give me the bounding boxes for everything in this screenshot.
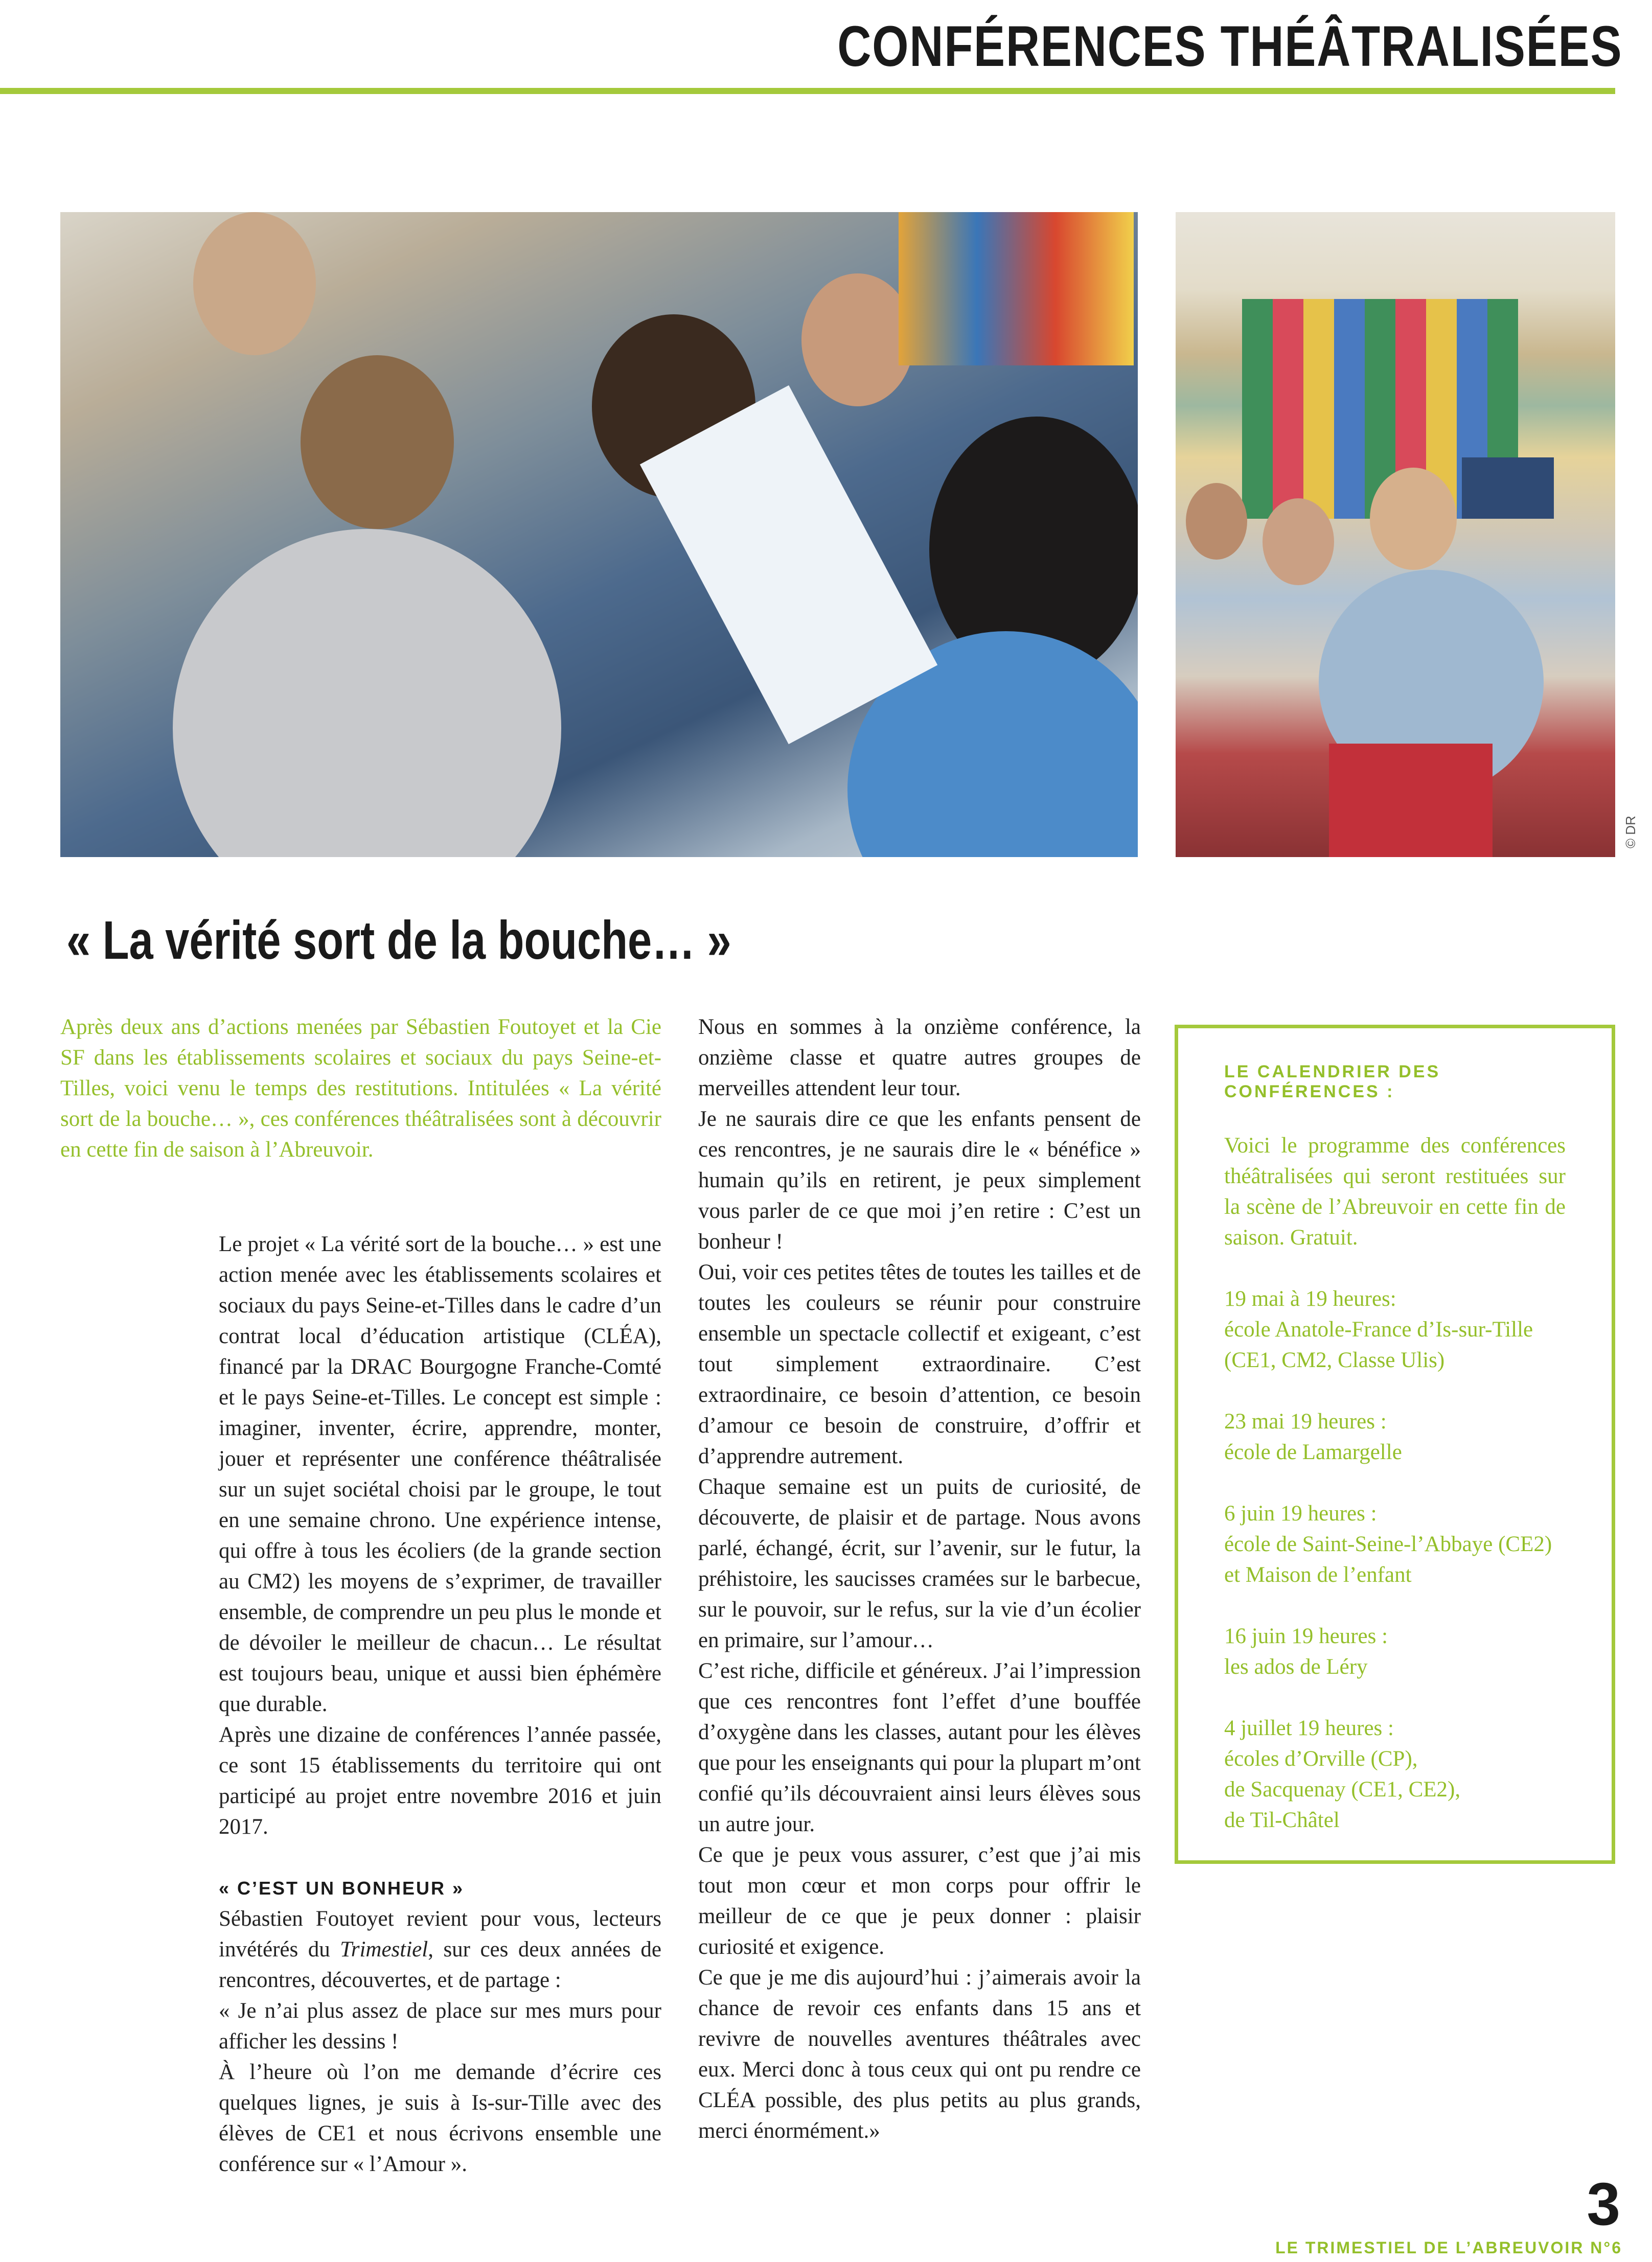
article-lead: Après deux ans d’actions menées par Sébastien Foutoyet et la Cie SF dans les établissements scolaires et sociaux du pays Seine-et-Tilles, voici venu le temps des restitutions. Intitulées « La vérité sort de la bouche… », ces conférences théâtralisées sont à découvrir en cette fin de saison à l’Abreuvoir. (60, 1015, 661, 1162)
calendar-box (1175, 1025, 1615, 1864)
section-title: CONFÉRENCES THÉÂTRALISÉES (837, 14, 1622, 78)
event-date: 4 juillet 19 heures : (1224, 1716, 1394, 1740)
paragraph: C’est riche, difficile et généreux. J’ai l’impression que ces rencontres font l’effet d’une bouffée d’oxygène dans les classes, autant pour les élèves que pour les enseignants qui pour la plupart m’ont confié qu’ils découvraient ainsi leurs élèves sous un autre jour. (698, 1659, 1141, 1836)
magazine-name: Trimestiel (340, 1937, 428, 1961)
article-column-left (219, 1229, 661, 2180)
child-head (193, 212, 316, 355)
child-head (1186, 483, 1247, 560)
paragraph: À l’heure où l’on me demande d’écrire ces quelques lignes, je suis à Is-sur-Tille avec des élèves de CE1 et nous écrivons ensemble une conférence sur « l’Amour ». (219, 2060, 661, 2176)
calendar-event (1224, 1406, 1566, 1468)
calendar-event (1224, 1621, 1566, 1682)
paragraph: « Je n’ai plus assez de place sur mes murs pour afficher les dessins ! (219, 1999, 661, 2053)
event-line: de Til-Châtel (1224, 1808, 1340, 1832)
event-line: les ados de Léry (1224, 1655, 1368, 1679)
red-trousers (1329, 744, 1493, 857)
calendar-intro: Voici le programme des conférences théâtralisées qui seront restituées sur la scène de l’Abreuvoir en cette fin de saison. Gratuit. (1224, 1134, 1566, 1250)
article-subhead: « C’EST UN BONHEUR » (219, 1878, 465, 1899)
child-head (1263, 498, 1334, 585)
paragraph: Après une dizaine de conférences l’année passée, ce sont 15 établissements du territoire qui ont participé au projet entre novembre 2016 et juin 2017. (219, 1723, 661, 1839)
event-date: 16 juin 19 heures : (1224, 1624, 1388, 1648)
text-run: Sébastien Foutoyet revient pour vous, lecteurs invétérés du (219, 1907, 661, 1961)
wall-poster (1462, 457, 1554, 519)
photo-classroom (1176, 212, 1615, 857)
photo-children-reading (60, 212, 1138, 857)
child-head (801, 273, 914, 406)
paragraph: Je ne saurais dire ce que les enfants pensent de ces rencontres, je ne saurais dire le « bénéfice » humain qu’ils en retirent, je peux simplement vous parler de ce que moi j’en retire : C’est un bonheur ! (698, 1107, 1141, 1254)
event-line: écoles d’Orville (CP), (1224, 1747, 1418, 1771)
header-rule (0, 88, 1615, 94)
event-date: 23 mai 19 heures : (1224, 1410, 1387, 1434)
paragraph: Ce que je me dis aujourd’hui : j’aimerais avoir la chance de revoir ces enfants dans 15 ans et revivre de nouvelles aventures théâtrales avec eux. Merci donc à tous ceux qui ont pu rendre ce CLÉA possible, des plus petits au plus grands, merci énormément.» (698, 1966, 1141, 2143)
child-head (301, 355, 454, 529)
paragraph: Le projet « La vérité sort de la bouche… » est une action menée avec les établissements scolaires et sociaux du pays Seine-et-Tilles dans le cadre d’un contrat local d’éducation artistique (CLÉA), financé par la DRAC Bourgogne Franche-Comté et le pays Seine-et-Tilles. Le concept est simple : imaginer, inventer, écrire, apprendre, monter, jouer et représenter une conférence théâtralisée sur un sujet sociétal choisi par le groupe, le tout en une semaine chrono. Une expérience intense, qui offre à tous les écoliers (de la grande section au CM2) les moyens de s’exprimer, de travailler ensemble, de comprendre un peu plus le monde et de dévoiler le meilleur de chacun… Le résultat est toujours beau, unique et aussi bien éphémère que durable. (219, 1232, 661, 1716)
event-line: école de Saint-Seine-l’Abbaye (CE2) (1224, 1532, 1552, 1556)
calendar-event (1224, 1498, 1566, 1590)
magazine-footer-label: LE TRIMESTIEL DE L’ABREUVOIR N°6 (1275, 2238, 1622, 2257)
wall-drawings (899, 212, 1134, 365)
event-line: école de Lamargelle (1224, 1440, 1402, 1464)
paragraph (219, 1904, 661, 1996)
child-head (1370, 468, 1457, 570)
article-column-middle (698, 1012, 1141, 2146)
page-number: 3 (1587, 2171, 1620, 2238)
paragraph: Chaque semaine est un puits de curiosité, de découverte, de plaisir et de partage. Nous avons parlé, échangé, écrit, sur l’avenir, sur le futur, la préhistoire, les saucisses cramées sur le barbecue, sur le pouvoir, sur le refus, sur la vie d’un écolier en primaire, sur l’amour… (698, 1475, 1141, 1652)
child-body (173, 529, 561, 857)
paragraph: Ce que je peux vous assurer, c’est que j’ai mis tout mon cœur et mon corps pour offrir le meilleur de ce que je peux donner : plaisir curiosité et exigence. (698, 1843, 1141, 1959)
event-line: de Sacquenay (CE1, CE2), (1224, 1778, 1461, 1802)
paragraph: Nous en sommes à la onzième conférence, la onzième classe et quatre autres groupes de merveilles attendent leur tour. (698, 1015, 1141, 1100)
text-run: , sur ces deux années de rencontres, découvertes, et de partage : (219, 1937, 661, 1992)
calendar-event (1224, 1284, 1566, 1376)
event-line: (CE1, CM2, Classe Ulis) (1224, 1348, 1445, 1372)
event-line: et Maison de l’enfant (1224, 1563, 1412, 1587)
calendar-title: LE CALENDRIER DES CONFÉRENCES : (1224, 1062, 1441, 1101)
event-date: 6 juin 19 heures : (1224, 1502, 1377, 1526)
paragraph: Oui, voir ces petites têtes de toutes les tailles et de toutes les couleurs se réunir pour construire ensemble un spectacle collectif et exigeant, c’est tout simplement extraordinaire. C’est extraordinaire, ce besoin d’attention, ce besoin d’amour ce besoin de construire, d’offrir et d’apprendre autrement. (698, 1260, 1141, 1468)
article-title: « La vérité sort de la bouche… » (66, 910, 731, 971)
calendar-event (1224, 1713, 1566, 1836)
event-line: école Anatole-France d’Is-sur-Tille (1224, 1318, 1533, 1342)
event-date: 19 mai à 19 heures: (1224, 1287, 1396, 1311)
photo-credit: © DR (1623, 816, 1638, 848)
